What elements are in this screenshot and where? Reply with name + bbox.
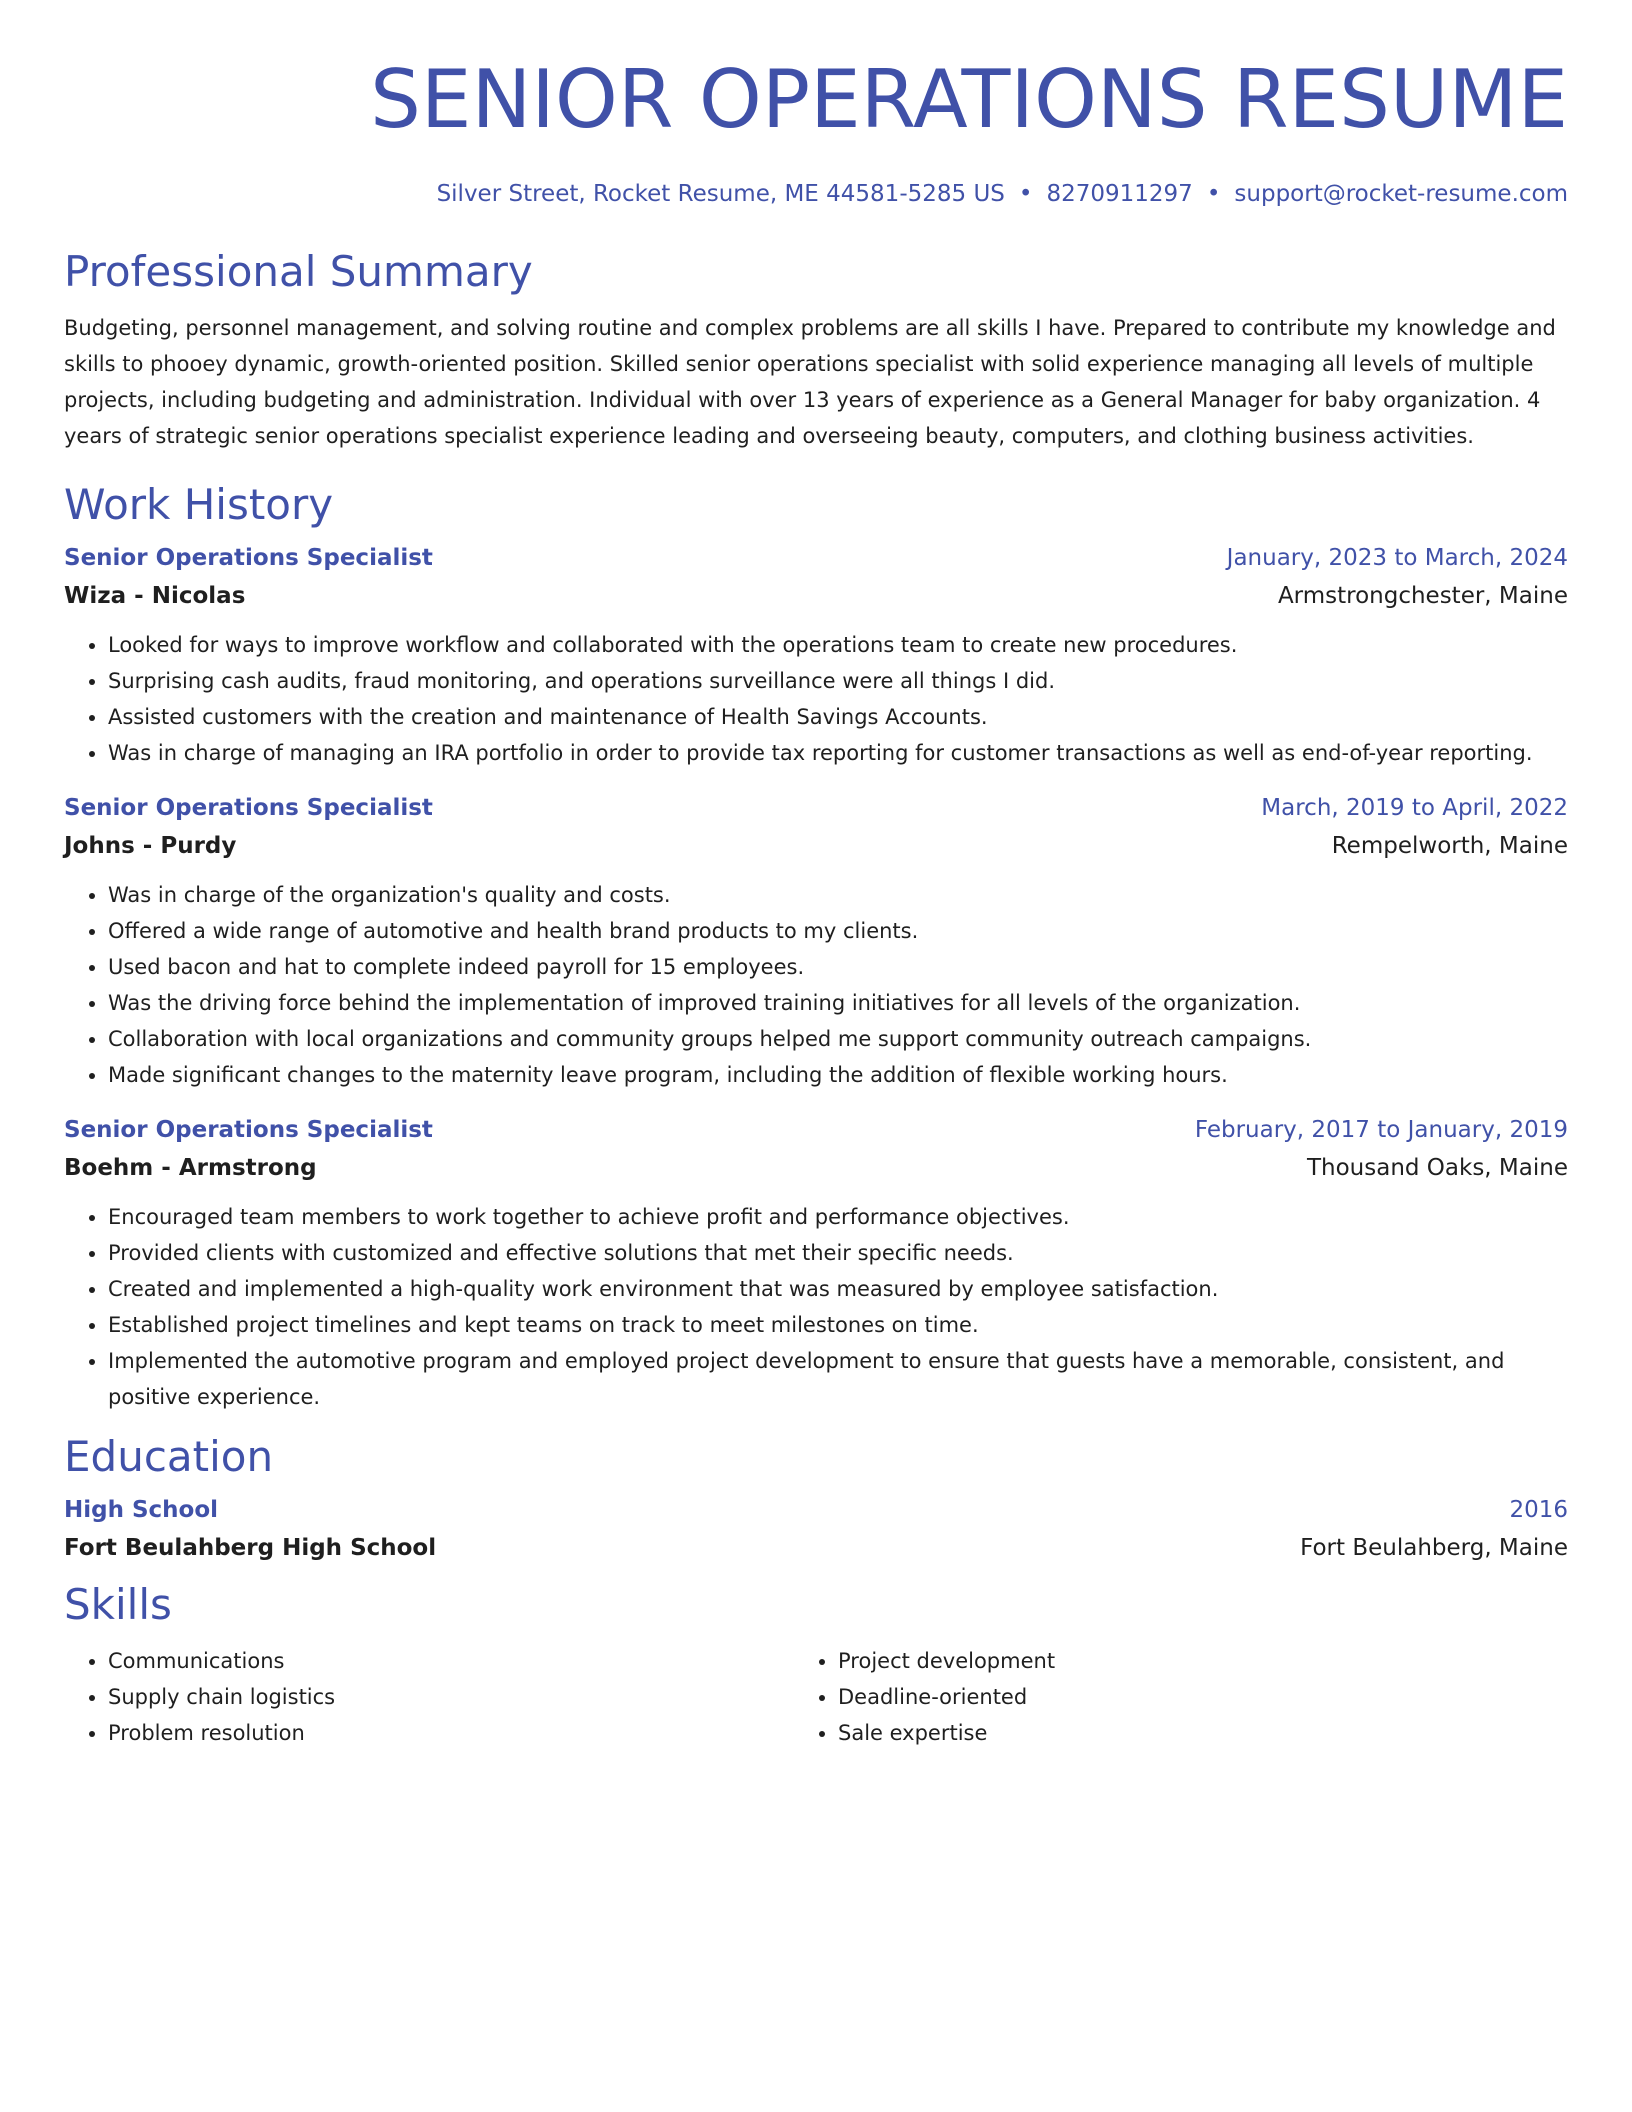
- job-bullet: • Offered a wide range of automotive and health brand products to my clients.: [108, 913, 1568, 949]
- job-bullet: • Was in charge of the organization's quality and costs.: [108, 877, 1568, 913]
- skill-item: • Supply chain logistics: [108, 1679, 764, 1715]
- contact-phone: 8270911297: [1046, 181, 1193, 207]
- education-school: Fort Beulahberg High School: [64, 1535, 437, 1561]
- job-subheader: [64, 1149, 1568, 1187]
- job-bullet: • Collaboration with local organizations and community groups helped me support community outreach campaigns.: [108, 1021, 1568, 1057]
- contact-line: [64, 177, 1568, 211]
- contact-separator: •: [1206, 181, 1221, 207]
- job-location: Rempelworth, Maine: [1331, 833, 1568, 859]
- job-dates: February, 2017 to January, 2019: [1194, 1117, 1568, 1143]
- education-degree: High School: [64, 1497, 219, 1523]
- skills-heading: Skills: [64, 1580, 172, 1629]
- job-title: Senior Operations Specialist: [64, 545, 433, 571]
- skill-item: • Deadline-oriented: [838, 1679, 1568, 1715]
- job-header: [64, 1111, 1568, 1149]
- contact-email: support@rocket-resume.com: [1234, 181, 1568, 207]
- job-employer: Johns - Purdy: [64, 833, 237, 859]
- job-bullet: • Made significant changes to the maternity leave program, including the addition of flexible working hours.: [108, 1057, 1568, 1093]
- job-bullet: • Was in charge of managing an IRA portfolio in order to provide tax reporting for customer transactions as well as end-of-year reporting.: [108, 735, 1568, 771]
- job-bullets: [64, 627, 1568, 771]
- job-location: Armstrongchester, Maine: [1277, 583, 1568, 609]
- education-year: 2016: [1509, 1497, 1568, 1523]
- skill-item: • Project development: [838, 1643, 1568, 1679]
- work-history-heading: Work History: [64, 480, 334, 529]
- job-bullet: • Used bacon and hat to complete indeed payroll for 15 employees.: [108, 949, 1568, 985]
- job-bullet: • Was the driving force behind the implementation of improved training initiatives for all levels of the organization.: [108, 985, 1568, 1021]
- contact-address: Silver Street, Rocket Resume, ME 44581-5285 US: [436, 181, 1005, 207]
- resume-name: SENIOR OPERATIONS RESUME: [370, 53, 1568, 146]
- contact-separator: •: [1018, 181, 1033, 207]
- job-entry: [64, 789, 1568, 1093]
- job-subheader: [64, 827, 1568, 865]
- job-employer: Wiza - Nicolas: [64, 583, 246, 609]
- education-subheader: [64, 1529, 1568, 1567]
- job-dates: January, 2023 to March, 2024: [1226, 545, 1568, 571]
- job-bullet: • Encouraged team members to work together to achieve profit and performance objectives.: [108, 1199, 1568, 1235]
- job-bullet: • Provided clients with customized and effective solutions that met their specific needs.: [108, 1235, 1568, 1271]
- job-bullet: • Surprising cash audits, fraud monitoring, and operations surveillance were all things I did.: [108, 663, 1568, 699]
- skills-column-left: [64, 1643, 764, 1751]
- job-header: [64, 789, 1568, 827]
- job-dates: March, 2019 to April, 2022: [1261, 795, 1568, 821]
- education-entry: [64, 1491, 1568, 1567]
- summary-text: Budgeting, personnel management, and solving routine and complex problems are all skills I have. Prepared to contribute my knowledge and skills to phooey dynamic, growth-oriented position. Skilled senior operations specialist with solid experience managing all levels of multiple projects, including budgeting and administration. Individual with over 13 years of experience as a General Manager for baby organization. 4 years of strategic senior operations specialist experience leading and overseeing beauty, computers, and clothing business activities.: [64, 316, 1556, 448]
- job-entry: [64, 539, 1568, 771]
- job-bullets: [64, 877, 1568, 1093]
- skill-item: • Communications: [108, 1643, 764, 1679]
- job-title: Senior Operations Specialist: [64, 795, 433, 821]
- education-heading: Education: [64, 1432, 274, 1481]
- skills-column-right: [764, 1643, 1568, 1751]
- job-bullet: • Created and implemented a high-quality work environment that was measured by employee satisfaction.: [108, 1271, 1568, 1307]
- job-bullet: • Looked for ways to improve workflow and collaborated with the operations team to create new procedures.: [108, 627, 1568, 663]
- job-location: Thousand Oaks, Maine: [1306, 1155, 1568, 1181]
- skills-list: [64, 1643, 1568, 1751]
- job-title: Senior Operations Specialist: [64, 1117, 433, 1143]
- summary-heading: Professional Summary: [64, 247, 533, 296]
- skill-item: • Sale expertise: [838, 1715, 1568, 1751]
- education-header: [64, 1491, 1568, 1529]
- job-bullet: • Implemented the automotive program and employed project development to ensure that guests have a memorable, consistent, and positive experience.: [108, 1343, 1568, 1415]
- job-bullet: • Assisted customers with the creation and maintenance of Health Savings Accounts.: [108, 699, 1568, 735]
- resume-page: [64, 50, 1568, 1751]
- job-bullet: • Established project timelines and kept teams on track to meet milestones on time.: [108, 1307, 1568, 1343]
- job-employer: Boehm - Armstrong: [64, 1155, 317, 1181]
- job-subheader: [64, 577, 1568, 615]
- education-location: Fort Beulahberg, Maine: [1300, 1535, 1568, 1561]
- job-header: [64, 539, 1568, 577]
- job-entry: [64, 1111, 1568, 1415]
- skill-item: • Problem resolution: [108, 1715, 764, 1751]
- job-bullets: [64, 1199, 1568, 1415]
